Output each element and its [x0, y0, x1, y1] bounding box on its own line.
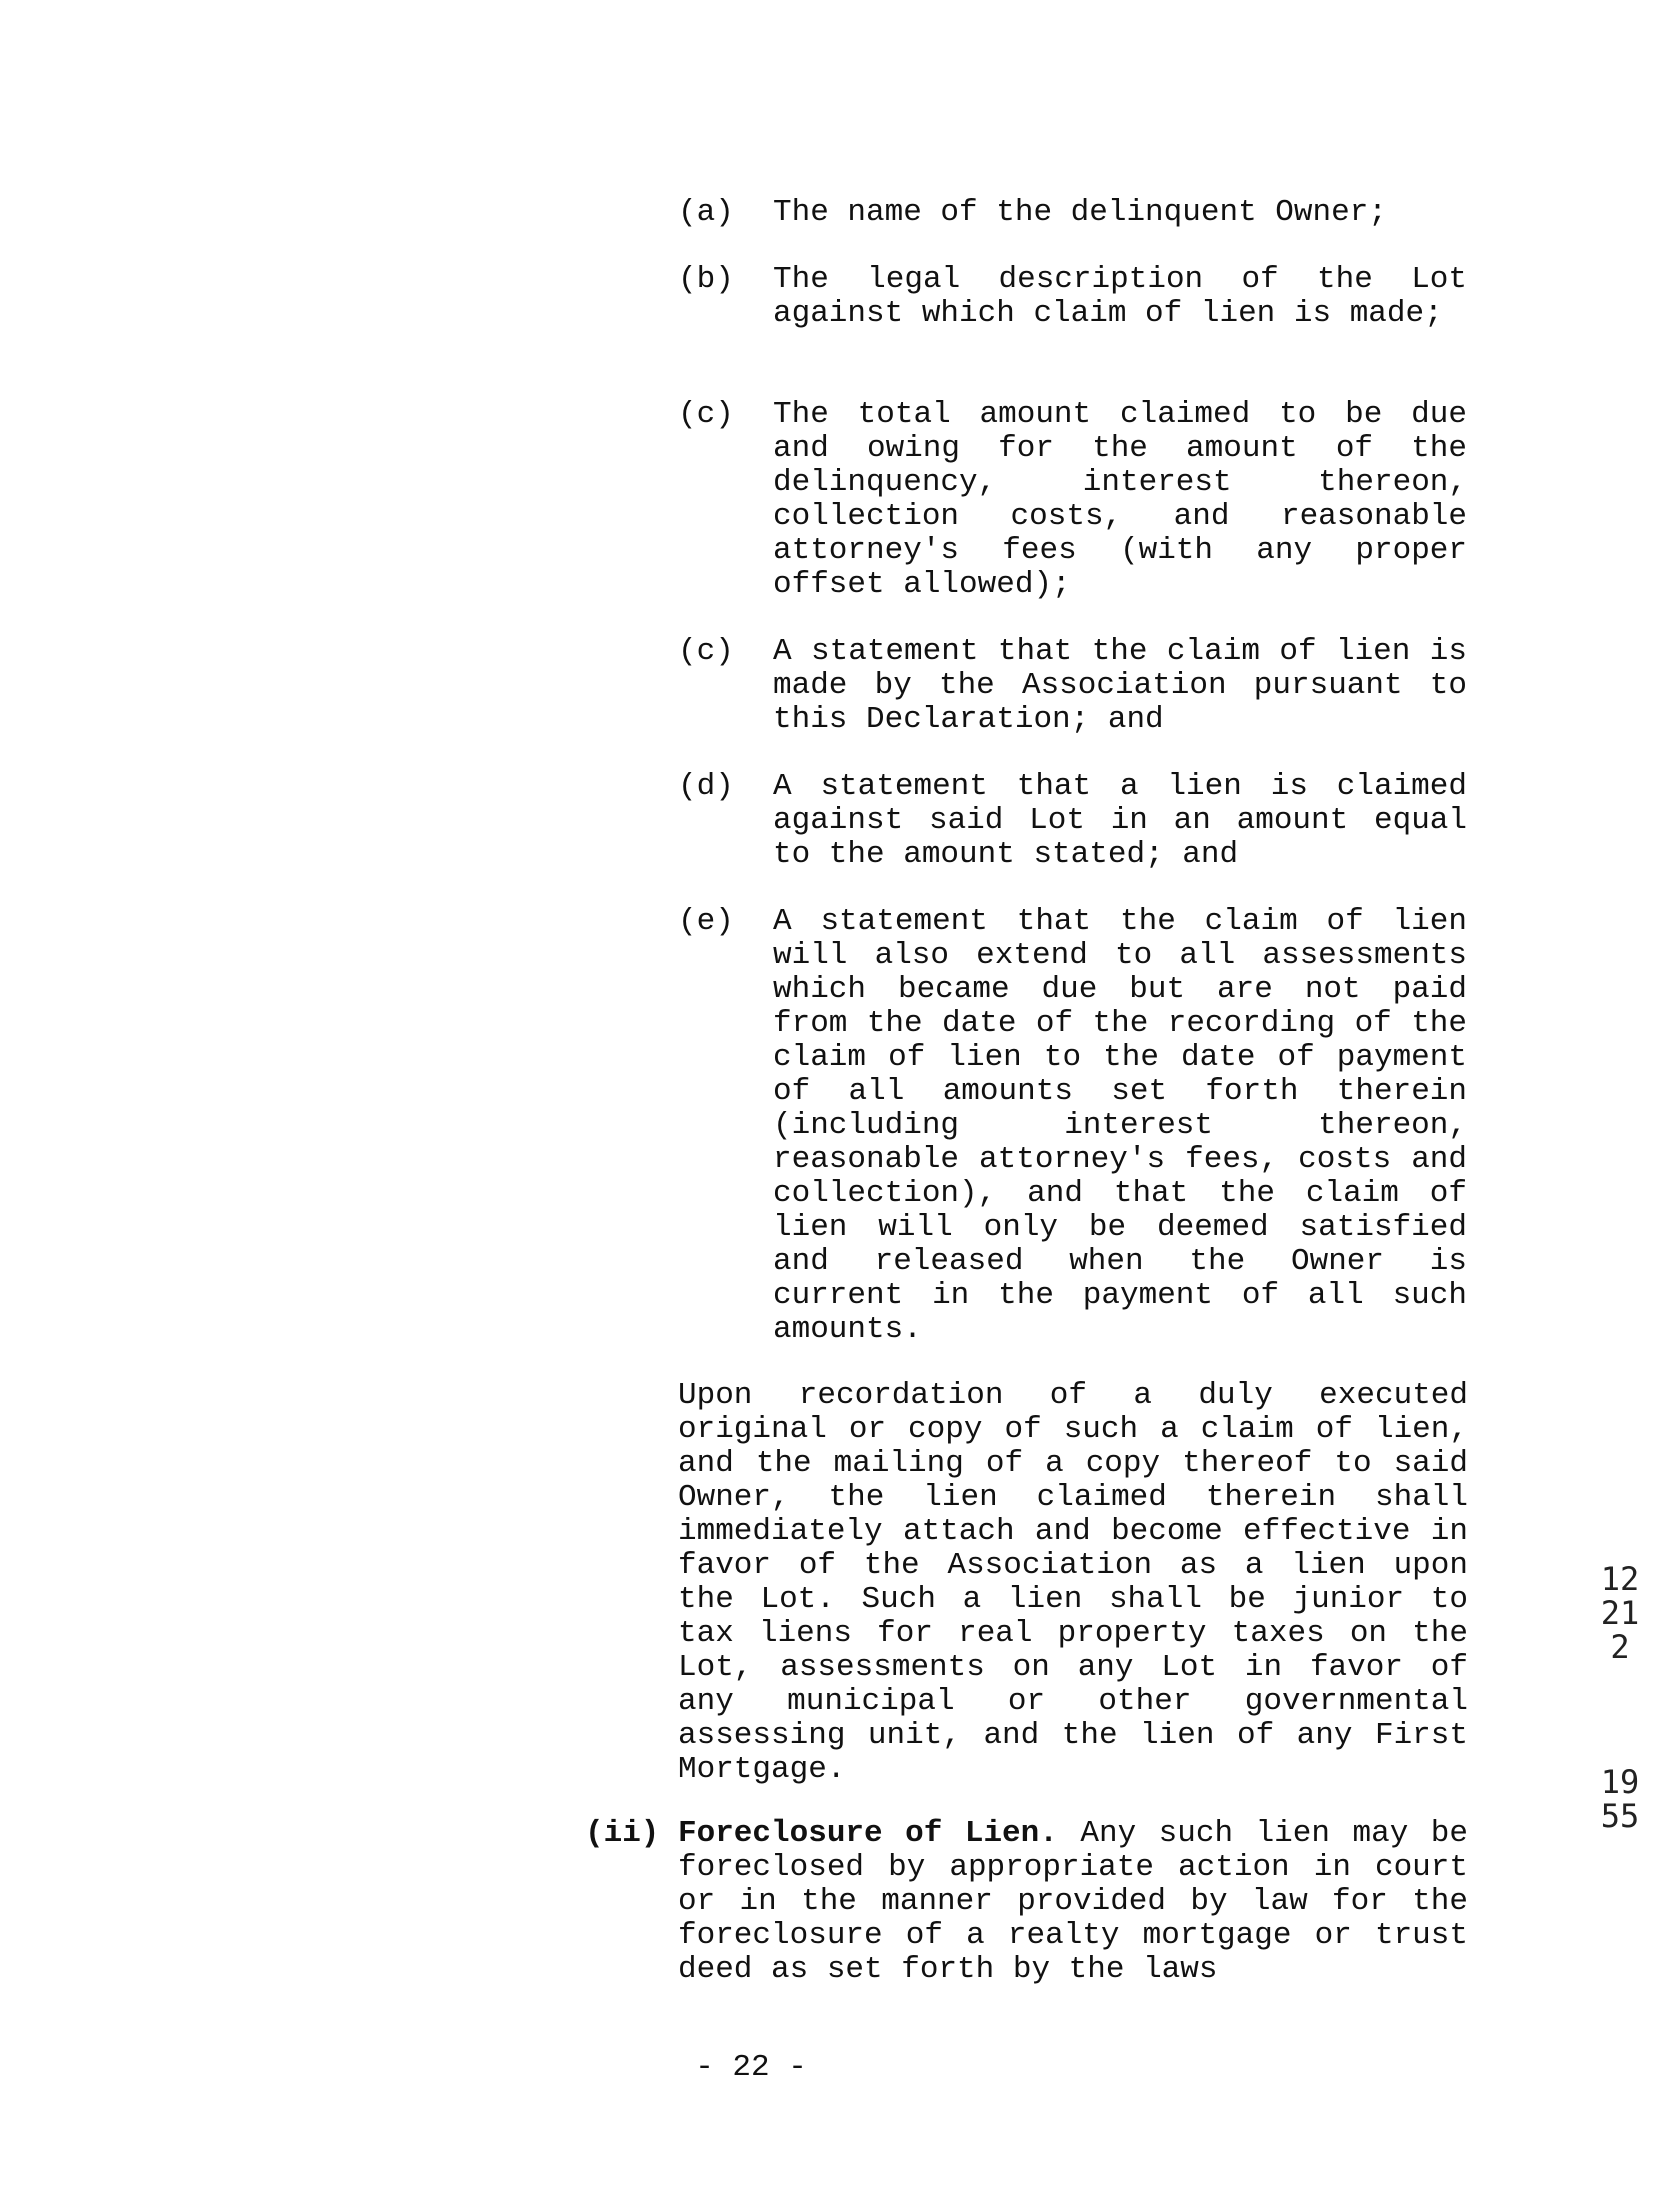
body-paragraph: Upon recordation of a duly executed original or copy of such a claim of lien, and the mailing of a copy thereof to said Owner, the lien claimed therein shall immediately attach and become effective in favor of the Association as a lien upon the Lot. Such a lien shall be junior to tax liens for real property taxes on the Lot, assessments on any Lot in favor of any municipal or other governmental assessing unit, and the lien of any First Mortgage. — [678, 1378, 1468, 1787]
subsection-marker: (ii) — [585, 1816, 660, 1851]
subsection-text: Any such lien may be foreclosed by appropriate action in court or in the manner provided by law for the foreclosure of a realty mortgage or trust deed as set forth by the laws — [678, 1816, 1468, 1987]
margin-stamp-lower: 1955 — [1600, 1763, 1640, 1835]
list-item-text: A statement that a lien is claimed against said Lot in an amount equal to the amount stated; and — [773, 769, 1467, 872]
subsection-heading: Foreclosure of Lien. — [678, 1816, 1058, 1851]
list-marker: (c) — [678, 397, 734, 432]
list-marker: (c) — [678, 634, 734, 669]
margin-stamp-upper: 12212 — [1600, 1560, 1640, 1666]
list-item-text: The legal description of the Lot against which claim of lien is made; — [773, 262, 1467, 331]
list-item-a — [678, 196, 1468, 230]
list-item-c — [678, 398, 1468, 602]
list-item-text: The total amount claimed to be due and owing for the amount of the delinquency, interest thereon, collection costs, and reasonable attorney's fees (with any proper offset allowed); — [773, 397, 1467, 602]
list-marker: (b) — [678, 262, 734, 297]
page-number-text: - 22 - — [695, 2050, 807, 2085]
list-item-text: The name of the delinquent Owner; — [773, 195, 1387, 230]
list-marker: (e) — [678, 904, 734, 939]
list-marker: (d) — [678, 769, 734, 804]
list-item-c-second — [678, 635, 1468, 737]
list-item-e — [678, 905, 1468, 1347]
list-item-b — [678, 263, 1468, 331]
list-item-d — [678, 770, 1468, 872]
subsection-ii — [585, 1817, 1468, 1987]
list-item-text: A statement that the claim of lien will also extend to all assessments which became due but are not paid from the date of the recording of the claim of lien to the date of payment of all amounts set forth therein (including interest thereon, reasonable attorney's fees, costs and collection), and that the claim of lien will only be deemed satisfied and released when the Owner is current in the payment of all such amounts. — [773, 904, 1467, 1347]
subsection-body — [678, 1817, 1468, 1987]
page-number — [0, 2050, 1672, 2085]
list-item-text: A statement that the claim of lien is made by the Association pursuant to this Declaration; and — [773, 634, 1467, 737]
list-marker: (a) — [678, 195, 734, 230]
